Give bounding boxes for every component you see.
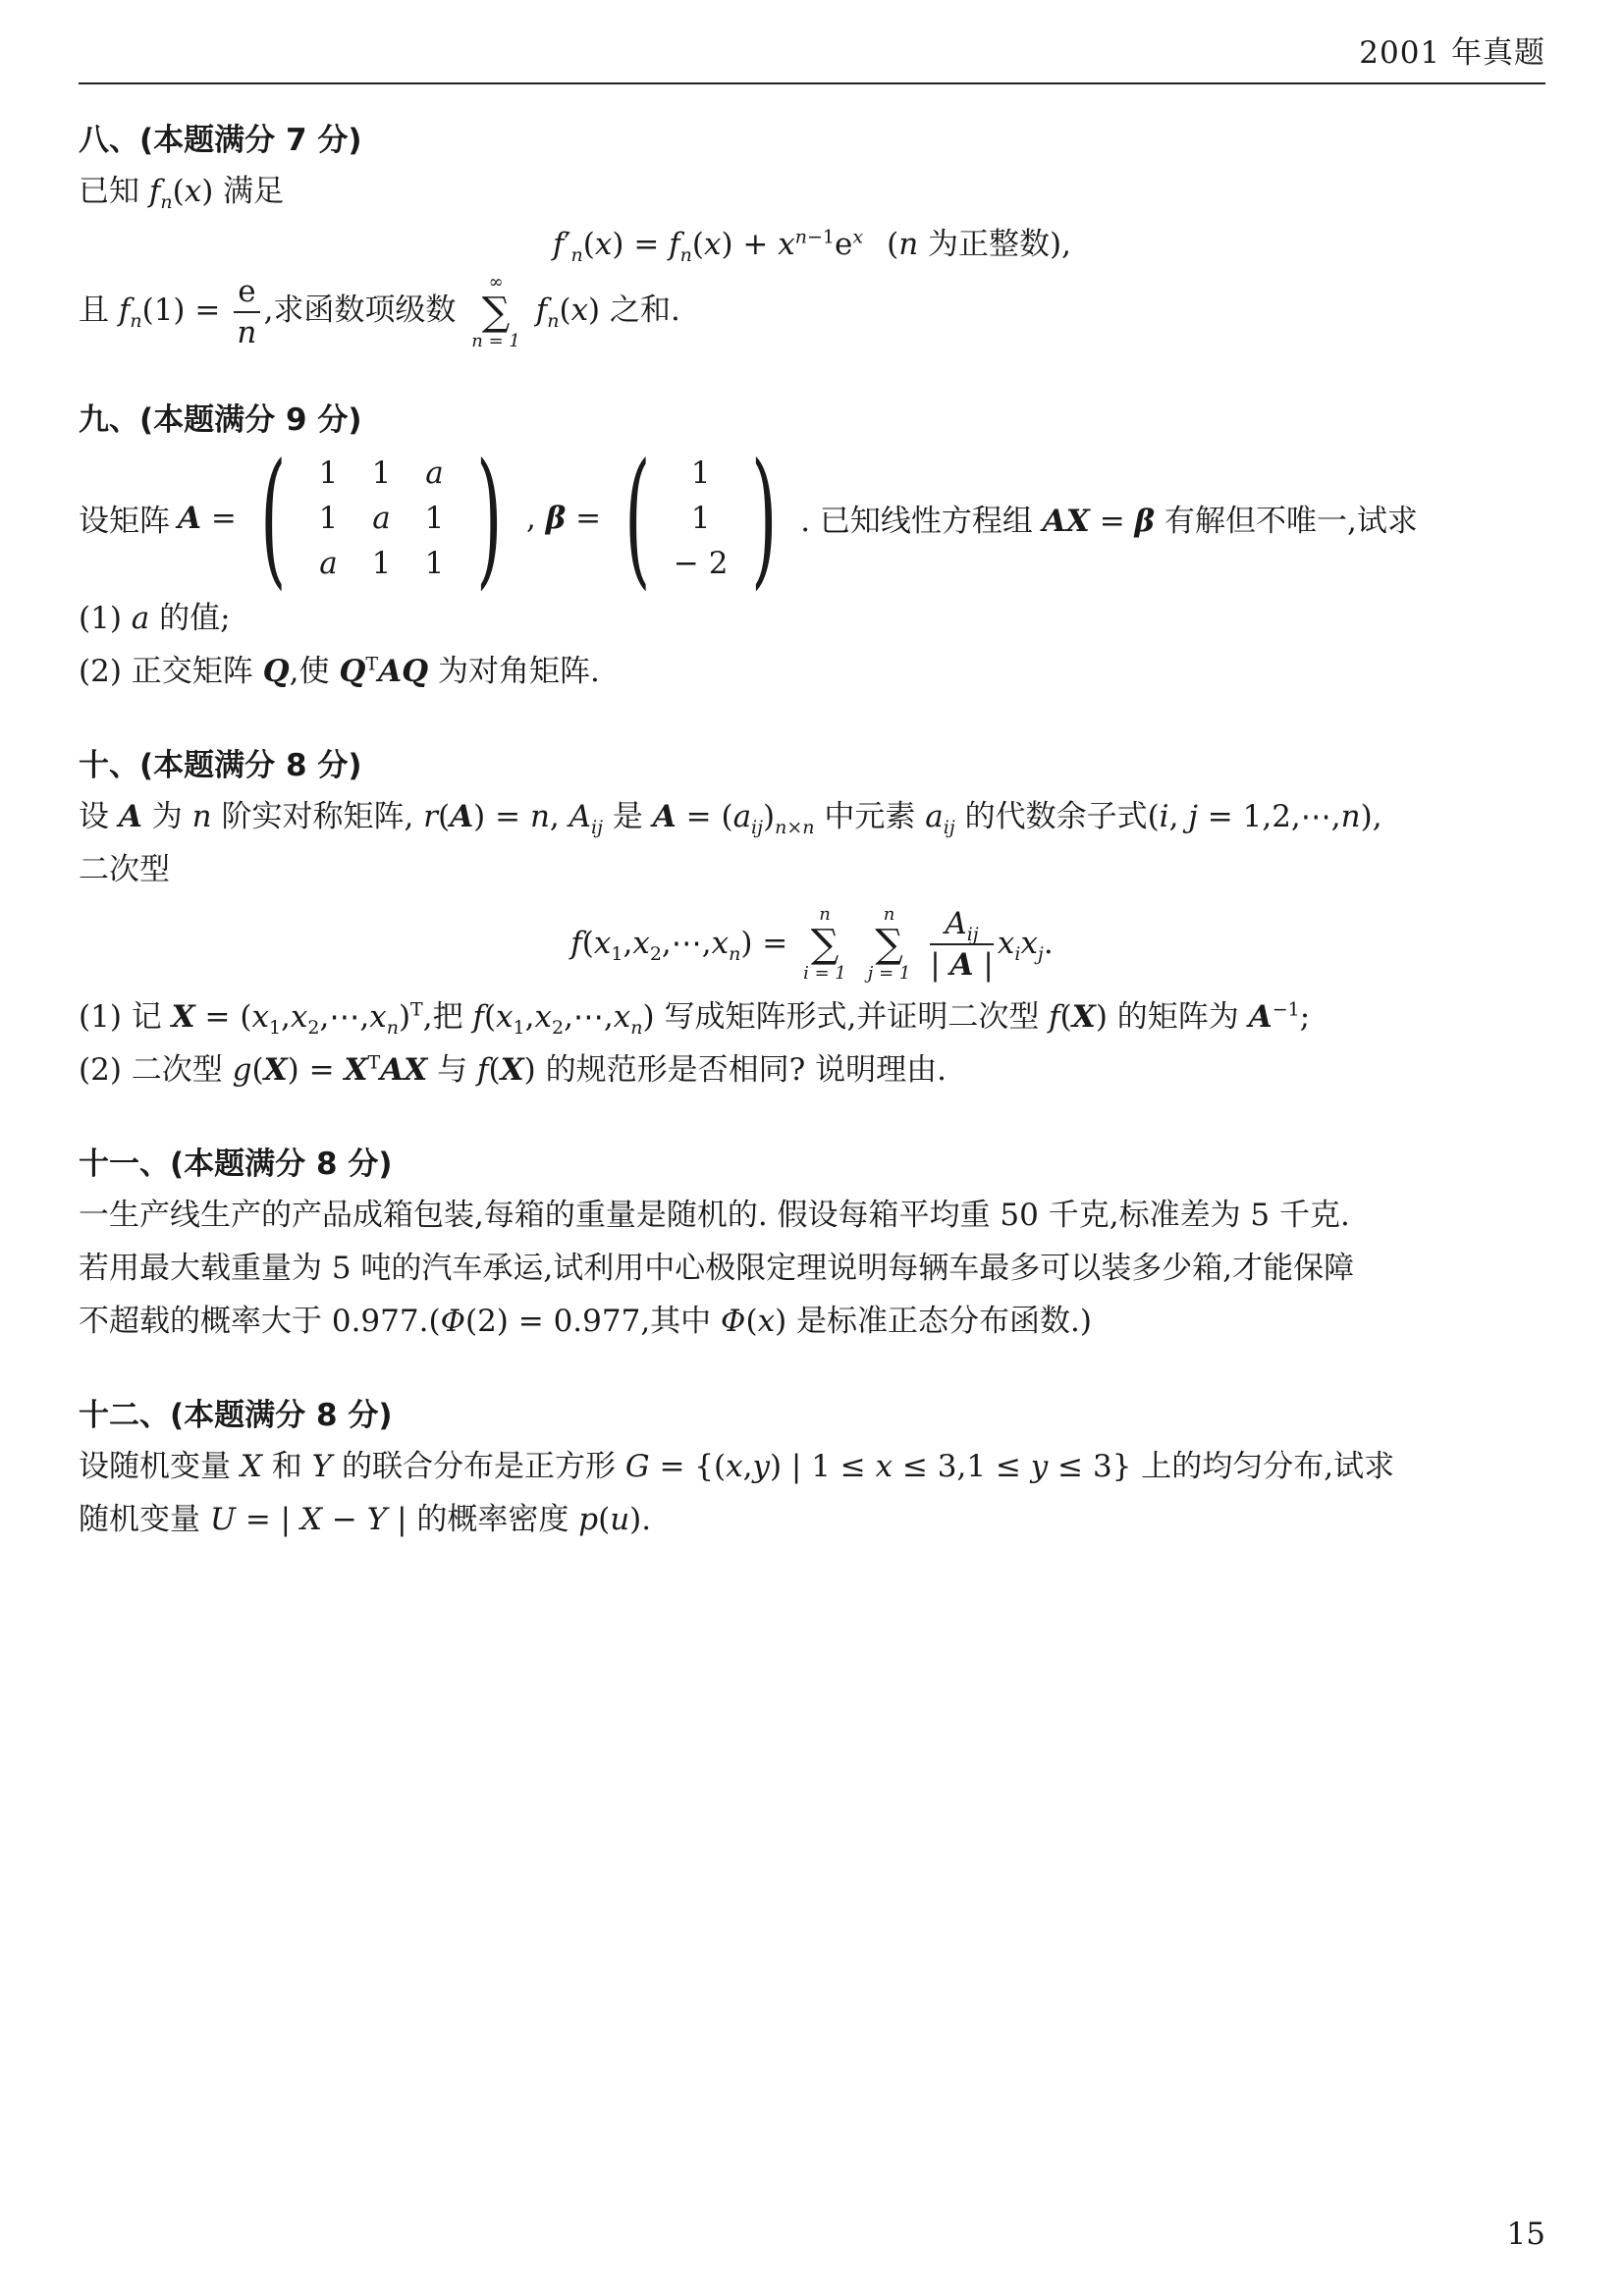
sum-symbol: ∞ ∑ n = 1 — [471, 271, 520, 351]
question-8-line-1: 已知 $f_n(x)$ 满足 — [79, 174, 285, 214]
question-12-line-1: 设随机变量 X 和 Y 的联合分布是正方形 G = {(x,y) | 1 ≤ x ≤ 3,1 ≤ y ≤ 3} 上的均匀分布,试求 — [79, 1448, 1395, 1484]
matrix-A-entry: 1 — [318, 500, 339, 536]
matrix-A: ( 1 1 a 1 a 1 a 1 1 ) — [260, 432, 503, 604]
question-12-title: 十二、(本题满分 8 分) — [79, 1397, 393, 1433]
matrix-A-entry: 1 — [424, 545, 445, 581]
question-10-line-2: 二次型 — [79, 851, 170, 887]
matrix-A-entry: a — [319, 545, 338, 581]
matrix-A-entry: a — [372, 500, 391, 536]
matrix-A-entry: 1 — [424, 500, 445, 536]
page-number: 15 — [1506, 2216, 1545, 2252]
vector-beta: ( 1 1 − 2 ) — [624, 432, 778, 604]
question-8 — [79, 116, 1545, 352]
question-10-line-1: 设 A 为 n 阶实对称矩阵, r(A) = n, $A_{ij}$ 是 $A = (a_{ij})_{n\times n}$ 中元素 $a_{ij}$ 的代数余子式(i, j = 1,2,⋯,n), — [79, 798, 1382, 838]
sum-j-symbol: n ∑ j = 1 — [867, 904, 911, 984]
vector-beta-row — [667, 501, 735, 536]
matrix-A-row — [301, 501, 460, 536]
matrix-A-row — [301, 455, 460, 491]
question-11 — [79, 1140, 1545, 1348]
question-9-condition: . 已知线性方程组 AX = β 有解但不唯一,试求 — [800, 504, 1418, 539]
question-9 — [79, 396, 1545, 698]
question-10-part-2: (2) 二次型 $g(X) = X^TAX$ 与 f(X) 的规范形是否相同? 说明理由. — [79, 1051, 947, 1088]
fraction-e-over-n: $\frac{e}{n}$ — [234, 272, 259, 352]
question-10-title: 十、(本题满分 8 分) — [79, 747, 362, 783]
matrix-A-row — [301, 546, 460, 581]
question-12 — [79, 1391, 1545, 1546]
question-11-line-3: 不超载的概率大于 0.977.(Φ(2) = 0.977,其中 Φ(x) 是标准正态分布函数.) — [79, 1303, 1092, 1339]
question-8-equation: $f'_n(x) = f_n(x) + x^{n-1}e^x$ (n 为正整数), — [553, 226, 1071, 267]
question-10 — [79, 741, 1545, 1096]
matrix-A-entry: 1 — [318, 454, 339, 491]
question-9-part-1: (1) a 的值; — [79, 600, 231, 636]
question-9-matrix-line: 设矩阵 A = ( 1 1 a 1 a 1 a 1 1 ) , β = ( 1 1 − 2 ) . 已知线性方程组 AX = β 有解但不唯一,试求 — [79, 432, 1418, 604]
matrix-A-entry: a — [425, 454, 444, 491]
question-11-line-2: 若用最大载重量为 5 吨的汽车承运,试利用中心极限定理说明每辆车最多可以装多少箱,才能保障 — [79, 1250, 1355, 1286]
question-9-intro: 设矩阵 — [79, 504, 170, 539]
question-10-part-1: (1) 记 $X = (x_1,x_2,\cdots,x_n)^T$,把 $f(x_1,x_2,\cdots,x_n)$ 写成矩阵形式,并证明二次型 f(X) 的矩阵为 $A^{-1}$; — [79, 998, 1311, 1039]
question-12-line-2: 随机变量 U = | X − Y | 的概率密度 p(u). — [79, 1501, 652, 1537]
question-9-part-2: (2) 正交矩阵 Q,使 $Q^TAQ$ 为对角矩阵. — [79, 653, 600, 689]
vector-beta-entry: − 2 — [673, 545, 729, 581]
page-content — [79, 116, 1545, 1589]
vector-beta-row — [667, 455, 735, 491]
question-9-title: 九、(本题满分 9 分) — [79, 401, 362, 438]
vector-beta-entry: 1 — [690, 454, 711, 491]
header-title: 2001 年真题 — [1359, 35, 1545, 71]
matrix-A-entry: 1 — [371, 454, 392, 491]
matrix-A-entry: 1 — [371, 545, 392, 581]
question-8-title: 八、(本题满分 7 分) — [79, 123, 362, 158]
question-11-title: 十一、(本题满分 8 分) — [79, 1146, 393, 1182]
vector-beta-row — [667, 546, 735, 581]
vector-beta-entry: 1 — [690, 500, 711, 536]
question-10-equation: $f(x_1,x_2,\cdots,x_n)$ = n ∑ i = 1 n ∑ j = 1 $\frac{A_{ij}}{| A |}$ $x_ix_j$. — [570, 904, 1054, 984]
fraction-Aij-over-detA: $\frac{A_{ij}}{| A |}$ — [930, 906, 994, 983]
question-11-line-1: 一生产线生产的产品成箱包装,每箱的重量是随机的. 假设每箱平均重 50 千克,标准差为 5 千克. — [79, 1197, 1350, 1233]
page-header — [79, 22, 1545, 84]
sum-i-symbol: n ∑ i = 1 — [803, 904, 846, 984]
question-8-line-3: 且 $f_n(1)$ = $\frac{e}{n}$ ,求函数项级数 ∞ ∑ n = 1 $f_n(x)$ 之和. — [79, 271, 680, 351]
